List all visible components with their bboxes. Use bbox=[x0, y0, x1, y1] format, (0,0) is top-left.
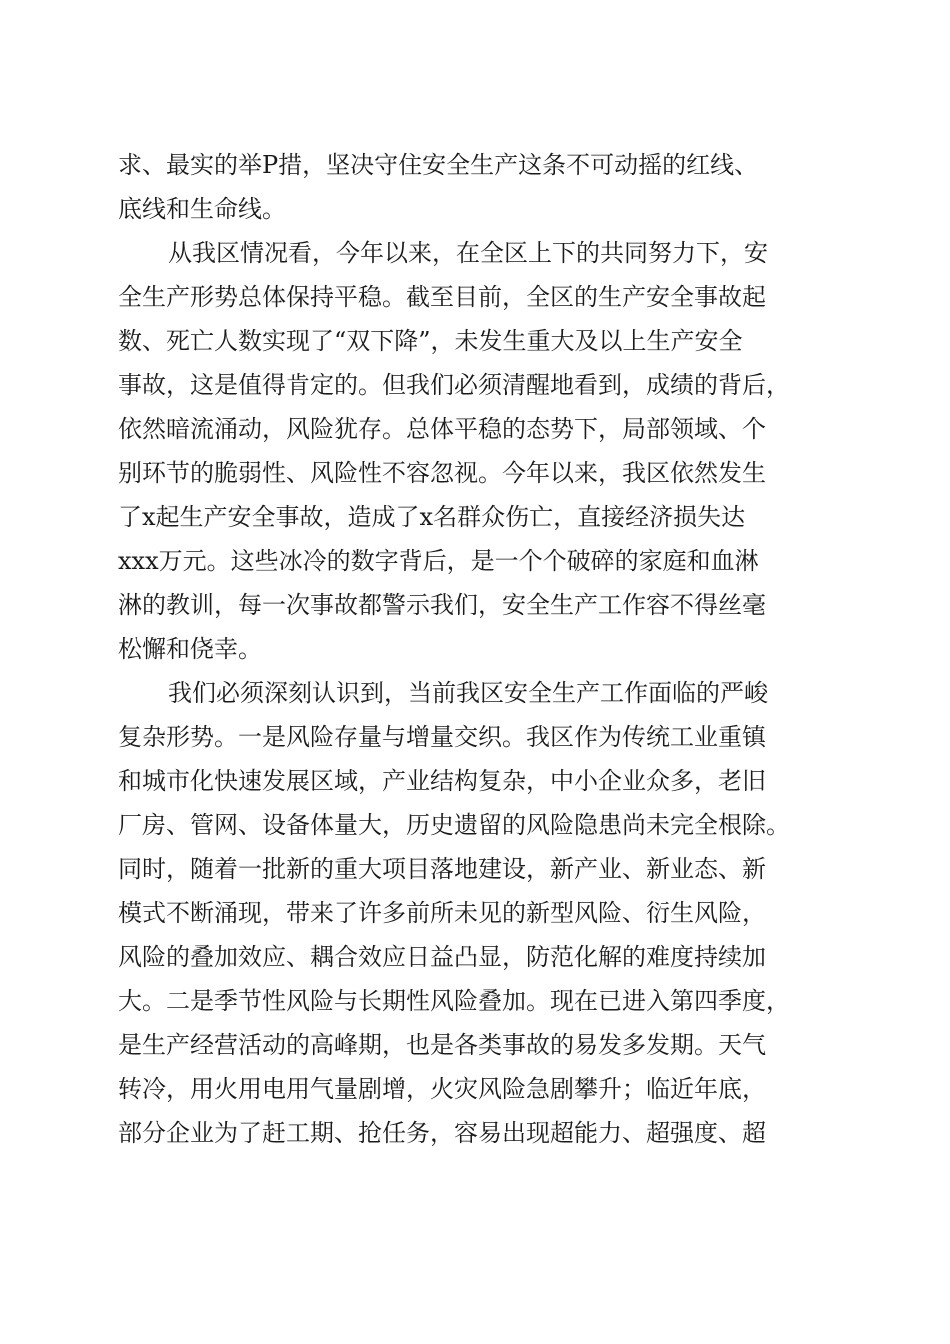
paragraph-start-line: 从我区情况看，今年以来，在全区上下的共同努力下，安 bbox=[168, 239, 768, 267]
text-line: 松懈和侥幸。 bbox=[118, 635, 262, 663]
paragraph-start-line: 我们必须深刻认识到，当前我区安全生产工作面临的严峻 bbox=[168, 679, 768, 707]
text-line: 复杂形势。一是风险存量与增量交织。我区作为传统工业重镇 bbox=[118, 723, 766, 751]
text-line: xxx万元。这些冰冷的数字背后，是一个个破碎的家庭和血淋 bbox=[118, 547, 759, 575]
text-line: 数、死亡人数实现了“双下降”，未发生重大及以上生产安全 bbox=[118, 327, 743, 355]
text-line: 和城市化快速发展区域，产业结构复杂，中小企业众多，老旧 bbox=[118, 767, 766, 795]
text-line: 全生产形势总体保持平稳。截至目前，全区的生产安全事故起 bbox=[118, 283, 766, 311]
text-line: 厂房、管网、设备体量大，历史遗留的风险隐患尚未完全根除。 bbox=[118, 811, 790, 839]
text-line: 风险的叠加效应、耦合效应日益凸显，防范化解的难度持续加 bbox=[118, 943, 766, 971]
text-line: 别环节的脆弱性、风险性不容忽视。今年以来，我区依然发生 bbox=[118, 459, 766, 487]
text-line: 事故，这是值得肯定的。但我们必须清醒地看到，成绩的背后， bbox=[118, 371, 790, 399]
text-line: 求、最实的举P措，坚决守住安全生产这条不可动摇的红线、 bbox=[118, 151, 759, 179]
text-line: 是生产经营活动的高峰期，也是各类事故的易发多发期。天气 bbox=[118, 1031, 766, 1059]
text-line: 部分企业为了赶工期、抢任务，容易出现超能力、超强度、超 bbox=[118, 1119, 766, 1147]
text-line: 同时，随着一批新的重大项目落地建设，新产业、新业态、新 bbox=[118, 855, 766, 883]
text-line: 底线和生命线。 bbox=[118, 195, 286, 223]
text-line: 了x起生产安全事故，造成了x名群众伤亡，直接经济损失达 bbox=[118, 503, 746, 531]
text-line: 模式不断涌现，带来了许多前所未见的新型风险、衍生风险， bbox=[118, 899, 766, 927]
text-line: 转冷，用火用电用气量剧增，火灾风险急剧攀升；临近年底， bbox=[118, 1075, 766, 1103]
text-line: 淋的教训，每一次事故都警示我们，安全生产工作容不得丝毫 bbox=[118, 591, 766, 619]
text-line: 依然暗流涌动，风险犹存。总体平稳的态势下，局部领域、个 bbox=[118, 415, 766, 443]
text-line: 大。二是季节性风险与长期性风险叠加。现在已进入第四季度， bbox=[118, 987, 790, 1015]
